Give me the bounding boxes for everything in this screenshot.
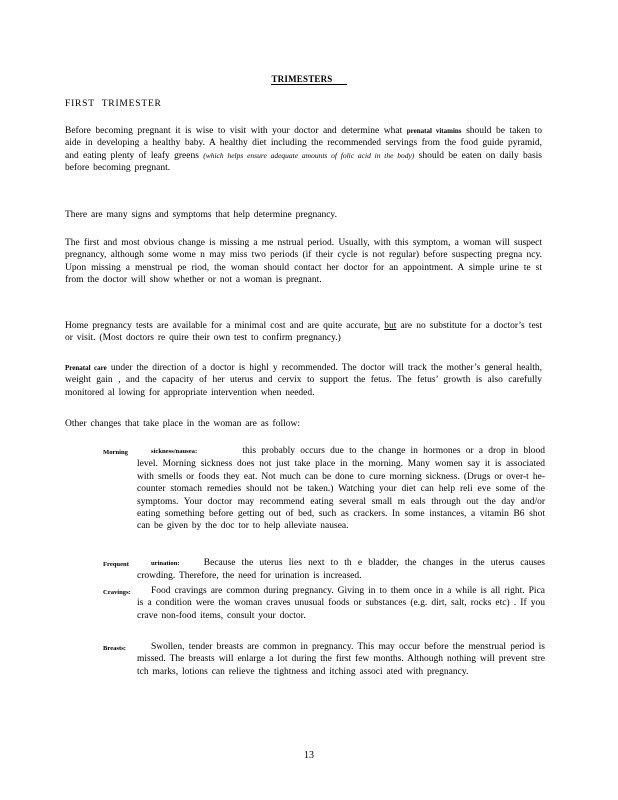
item-text: this probably occurs due to the change in hormones or a drop in blood level. Morning sickness does not just take place in the morning. Many women say it is associated with smells or foods they eat. Not much can be done to cure morning sickness. (Drugs or over-t he-counter stomach remedies should not be taken.) Watching your diet can help reli eve some of the symptoms. Your doctor may recommend eating several small m eals through out the day and/or eating something before getting out of bed, such as crackers. In some instances, a vitamin B6 shot can be given by the doc tor to help alleviate nausea. xyxy=(137,446,545,532)
paragraph-home-tests xyxy=(65,320,542,345)
p4-after: are no substitute for a doctor’s test or visit. (Most doctors re quire their own test to confirm pregnancy.) xyxy=(65,321,543,344)
item-term: Morning xyxy=(103,449,128,456)
p4-underlined: but xyxy=(384,321,397,331)
p1-middle: should be taken to aide in developing a healthy baby. A healthy diet including the recommended servings from the food guide pyramid, and eating plenty of leafy greens xyxy=(65,126,543,161)
item-term: Breasts: xyxy=(103,645,126,652)
paragraph-other-changes: Other changes that take place in the woman are as follow: xyxy=(65,419,300,429)
p5-text: under the direction of a doctor is highl y recommended. The doctor will track the mother’s general health, weight gain , and the capacity of her uterus and cervix to support the fetus. The fetus’ growth is also carefully monitored al lowing for appropriate intervention when needed. xyxy=(65,363,543,398)
paragraph-missed-period: The first and most obvious change is missing a me nstrual period. Usually, with this symptom, a woman will suspect pregnancy, although some wome n may miss two periods (if their cycle is not regular) before suspecting pregna ncy. Upon missing a menstrual pe riod, the woman should contact her doctor for an appointment. A simple urine te st from the doctor will show whether or not a woman is pregnant. xyxy=(65,238,542,286)
section-heading: FIRST TRIMESTER xyxy=(65,99,162,109)
p1-bold-term: prenatal vitamins xyxy=(406,127,462,135)
list-item-morning-sickness xyxy=(103,445,545,533)
title-text: TRIMESTERS xyxy=(271,74,346,85)
p1-after: should be eaten on daily basis before becoming pregnant. xyxy=(65,150,542,174)
p5-bold-term: Prenatal care xyxy=(65,364,107,372)
p1-italic-note: (which helps ensure adequate amounts of folic acid in the body) xyxy=(203,150,415,160)
item-term: Frequent xyxy=(103,561,129,568)
item-text: Food cravings are common during pregnancy. Giving in to them once in a while is all right. Pica is a condition were the woman craves unusual foods or substances (e.g. dirt, salt, rocks etc) . If you crave non-food items, consult your doctor. xyxy=(137,586,545,621)
item-body xyxy=(137,445,545,533)
list-item-cravings xyxy=(103,585,545,622)
page-title xyxy=(0,74,618,84)
item-text: Because the uterus lies next to th e bladder, the changes in the uterus causes crowding. Therefore, the need for urination is increased. xyxy=(137,558,545,582)
p4-before: Home pregnancy tests are available for a minimal cost and are quite accurate, xyxy=(65,321,381,331)
p1-before: Before becoming pregnant it is wise to visit with your doctor and determine what xyxy=(65,126,403,136)
item-body xyxy=(137,557,545,583)
page-number: 13 xyxy=(304,750,314,761)
item-subterm: urination: xyxy=(151,560,180,567)
paragraph-prenatal-care xyxy=(65,362,542,399)
item-text: Swollen, tender breasts are common in pregnancy. This may occur before the menstrual period is missed. The breasts will enlarge a lot during the first few months. Although nothing will prevent stre tch marks, lotions can relieve the tightness and itching associ ated with pregnancy. xyxy=(137,642,545,677)
list-item-frequent-urination xyxy=(103,557,545,583)
item-subterm: sickness/nausea: xyxy=(151,448,198,455)
paragraph-prenatal-vitamins xyxy=(65,125,542,175)
list-item-breasts xyxy=(103,641,545,678)
item-term: Cravings: xyxy=(103,589,131,596)
paragraph-signs: There are many signs and symptoms that help determine pregnancy. xyxy=(65,210,337,220)
